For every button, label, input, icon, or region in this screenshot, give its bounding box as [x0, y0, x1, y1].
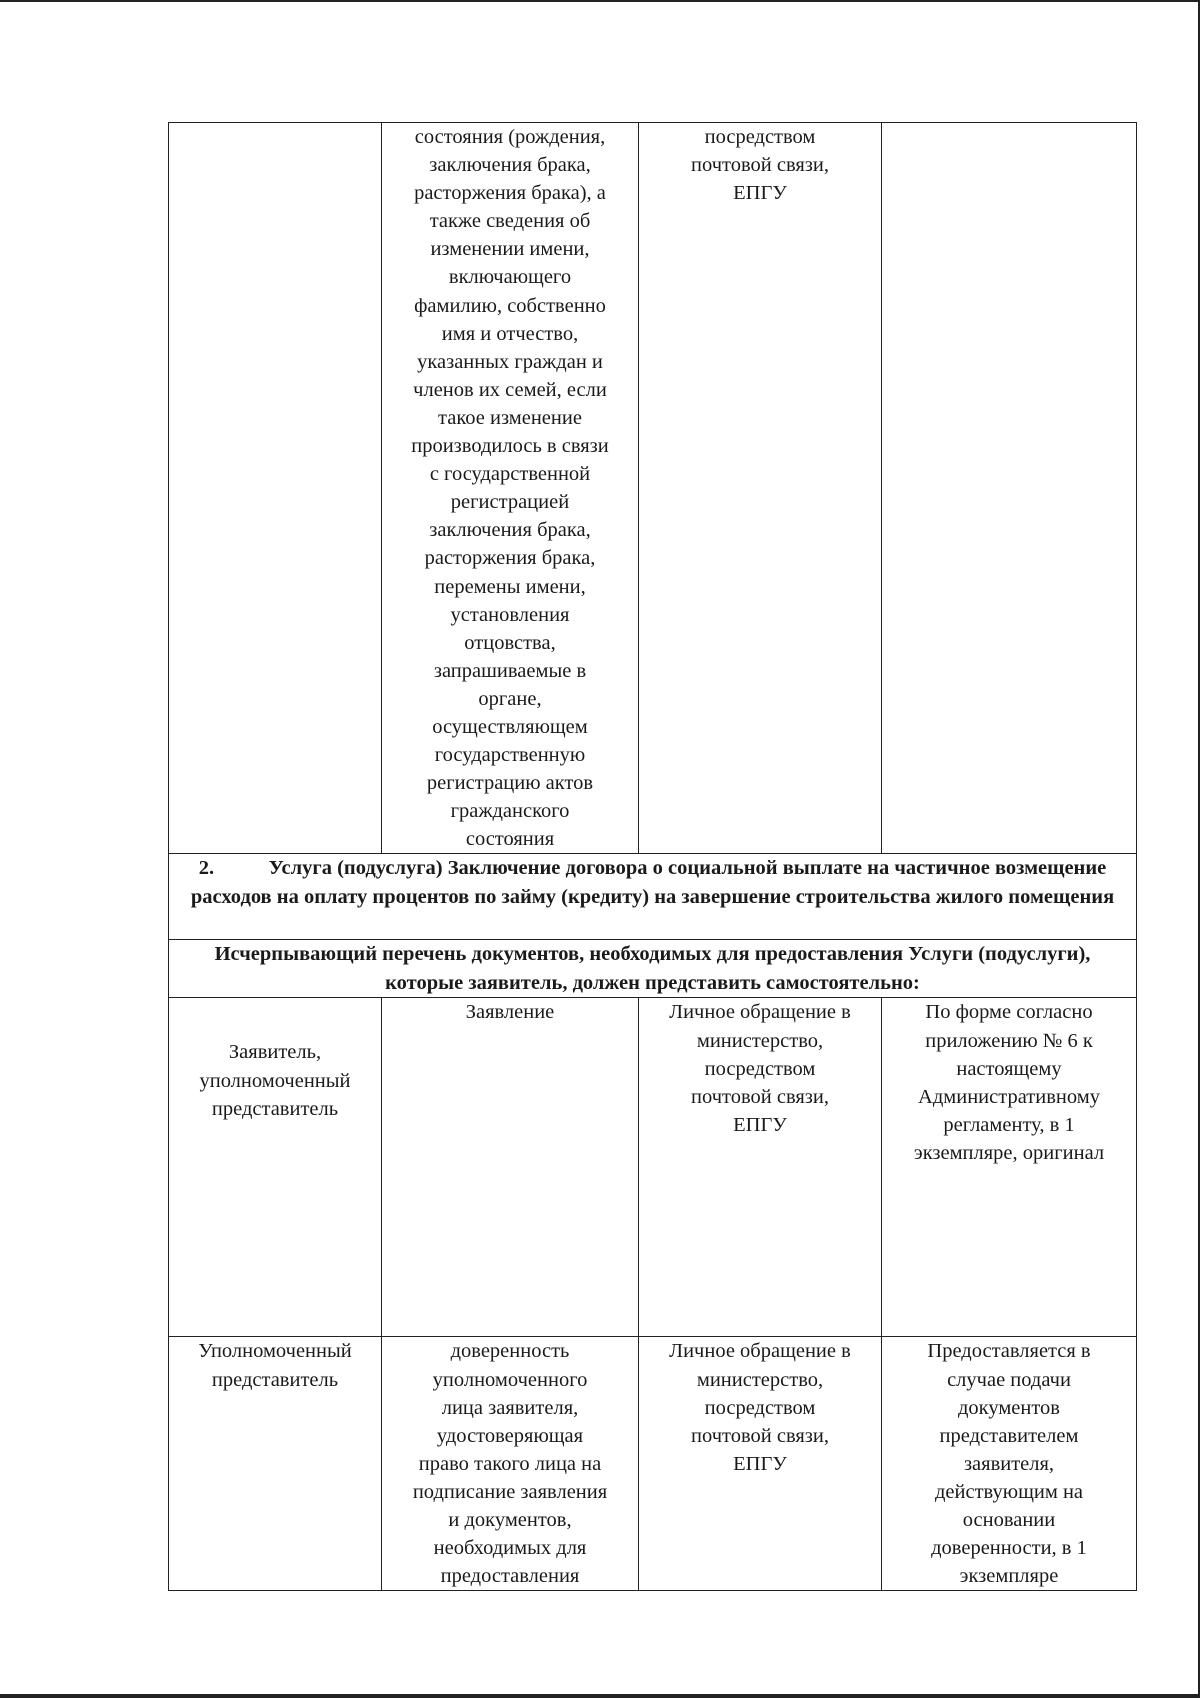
table-row-power-of-attorney — [169, 1337, 1137, 1591]
table-row-application — [169, 998, 1137, 1337]
cell-applicant: Заявитель, уполномоченный представитель — [169, 998, 382, 1337]
cell-applicant: Уполномоченный представитель — [169, 1337, 382, 1591]
cell-applicant — [169, 123, 382, 854]
cell-document: Заявление — [382, 998, 639, 1337]
cell-submission-method: Личное обращение в министерство, посредством почтовой связи, ЕПГУ — [639, 1337, 882, 1591]
section-number: 2. — [198, 857, 215, 880]
section-row — [169, 854, 1137, 940]
scan-edge-bottom — [0, 1694, 1200, 1698]
cell-submission-method: посредством почтовой связи, ЕПГУ — [639, 123, 882, 854]
cell-submission-method: Личное обращение в министерство, посредством почтовой связи, ЕПГУ — [639, 998, 882, 1337]
scan-edge-top — [0, 0, 1200, 2]
section-title: Услуга (подуслуга) Заключение договора о социальной выплате на частичное возмещение расходов на оплату процентов по займу (кредиту) на завершение строительства жилого помещения — [190, 857, 1115, 908]
heading-row — [169, 940, 1137, 998]
cell-document: доверенность уполномоченного лица заявителя, удостоверяющая право такого лица на подписание заявления и документов, необходимых для предоставления — [382, 1337, 639, 1591]
cell-requirements: Предоставляется в случае подачи документов представителем заявителя, действующим на основании доверенности, в 1 экземпляре — [882, 1337, 1137, 1591]
section-title-cell — [169, 854, 1137, 940]
cell-requirements: По форме согласно приложению № 6 к настоящему Административному регламенту, в 1 экземпляре, оригинал — [882, 998, 1137, 1337]
cell-document: состояния (рождения, заключения брака, расторжения брака), а также сведения об изменении имени, включающего фамилию, собственно имя и отчество, указанных граждан и членов их семей, если такое изменение производилось в связи с государственной регистрацией заключения брака, расторжения брака, перемены имени, установления отцовства, запрашиваемые в органе, осуществляющем государственную регистрацию актов гражданского состояния — [382, 123, 639, 854]
cell-requirements — [882, 123, 1137, 854]
documents-list-heading: Исчерпывающий перечень документов, необходимых для предоставления Услуги (подуслуги), которые заявитель, должен представить самостоятельно: — [169, 940, 1137, 998]
table-row-continuation — [169, 123, 1137, 854]
documents-table — [168, 122, 1137, 1591]
